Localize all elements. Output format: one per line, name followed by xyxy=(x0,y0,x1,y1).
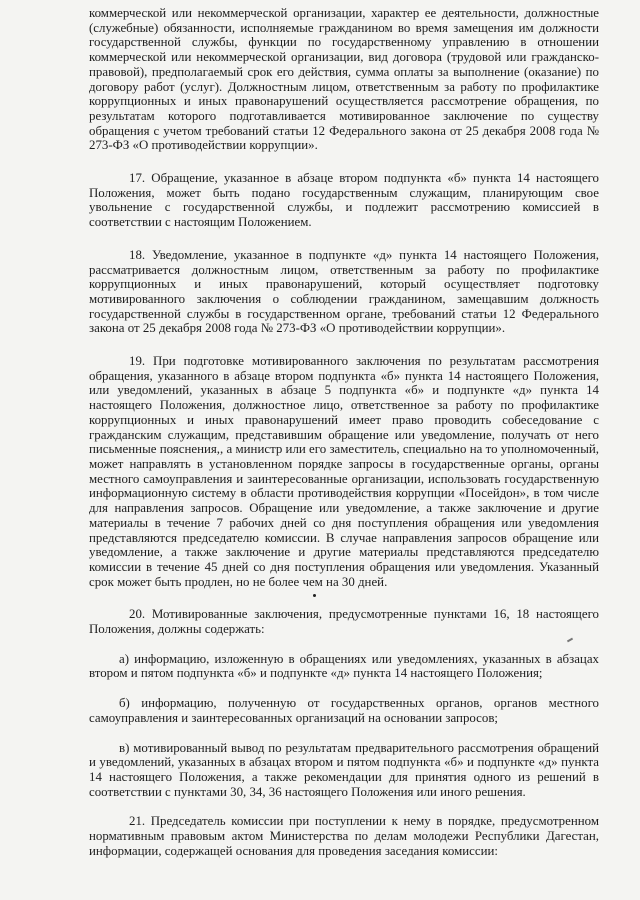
paragraph-20-item-c: в) мотивированный вывод по результатам предварительного рассмотрения обращений и уведомлений, указанных в абзацах втором и пятом подпункта «б» и подпункте «д» пункта 14 настоящего Положения, а также рекомендации для принятия одного из решений в соответствии с пунктами 30, 34, 36 настоящего Положения или иного решения. xyxy=(89,740,599,799)
paragraph-continuation: коммерческой или некоммерческой организации, характер ее деятельности, должностные (служебные) обязанности, исполняемые гражданином во время замещения им должности государственной службы, функции по государственному управлению в отношении коммерческой или некоммерческой организации, вид договора (трудовой или гражданско-правовой), предполагаемый срок его действия, сумма оплаты за выполнение (оказание) по договору работ (услуг). Должностным лицом, ответственным за работу по профилактике коррупционных и иных правонарушений осуществляется рассмотрение обращения, по результатам которого подготавливается мотивированное заключение по существу обращения с учетом требований статьи 12 Федерального закона от 25 декабря 2008 года № 273-ФЗ «О противодействии коррупции». xyxy=(89,6,599,153)
paragraph-20: 20. Мотивированные заключения, предусмотренные пунктами 16, 18 настоящего Положения, должны содержать: xyxy=(89,607,599,637)
paragraph-20-item-b: б) информацию, полученную от государственных органов, органов местного самоуправления и заинтересованных организаций на основании запросов; xyxy=(89,696,599,725)
paragraph-19: 19. При подготовке мотивированного заключения по результатам рассмотрения обращения, указанного в абзаце втором подпункта «б» пункта 14 настоящего Положения, или уведомлений, указанных в абзаце 5 подпункта «б» и подпункте «д» пункта 14 настоящего Положения, должностное лицо, ответственное за работу по профилактике коррупционных и иных правонарушений имеет право проводить собеседование с гражданским служащим, представившим обращение или уведомление, получать от него письменные пояснения,, а министр или его заместитель, специально на то уполномоченный, может направлять в установленном порядке запросы в государственные органы, органы местного самоуправления и заинтересованные организации, использовать государственную информационную систему в области противодействия коррупции «Посейдон», в том числе для направления запросов. Обращение или уведомление, а также заключение и другие материалы в течение 7 рабочих дней со дня поступления обращения или уведомления представляются председателю комиссии. В случае направления запросов обращение или уведомление, а также заключение и другие материалы представляются председателю комиссии в течение 45 дней со дня поступления обращения или уведомления. Указанный срок может быть продлен, но не более чем на 30 дней. xyxy=(89,354,599,589)
scan-speck xyxy=(313,594,316,597)
paragraph-20-item-a: а) информацию, изложенную в обращениях или уведомлениях, указанных в абзацах втором и пятом подпункта «б» и подпункте «д» пункта 14 настоящего Положения; xyxy=(89,651,599,681)
paragraph-21: 21. Председатель комиссии при поступлении к нему в порядке, предусмотренном нормативным правовым актом Министерства по делам молодежи Республики Дагестан, информации, содержащей основания для проведения заседания комиссии: xyxy=(89,814,599,858)
paragraph-17: 17. Обращение, указанное в абзаце втором подпункта «б» пункта 14 настоящего Положения, может быть подано государственным служащим, планирующим свое увольнение с государственной службы, и подлежит рассмотрению комиссией в соответствии с настоящим Положением. xyxy=(89,171,599,230)
scan-mark xyxy=(567,638,573,643)
paragraph-18: 18. Уведомление, указанное в подпункте «д» пункта 14 настоящего Положения, рассматривается должностным лицом, ответственным за работу по профилактике коррупционных и иных правонарушений, который осуществляет подготовку мотивированного заключения о соблюдении гражданином, замещавшим должность государственной службы в государственном органе, требований статьи 12 Федерального закона от 25 декабря 2008 года № 273-ФЗ «О противодействии коррупции». xyxy=(89,247,599,336)
